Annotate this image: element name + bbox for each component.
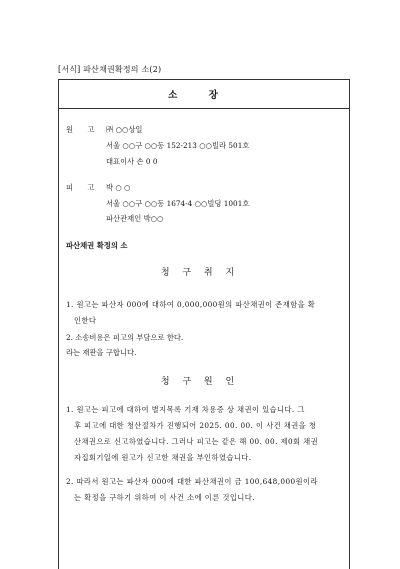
document-title: 소 장 bbox=[168, 90, 232, 101]
claim-item-2: 2. 소송비용은 피고의 부담으로 한다. bbox=[66, 333, 184, 342]
claims-heading: 청 구 취 지 bbox=[160, 268, 240, 278]
grounds-p1-line-1: 1. 원고는 피고에 대하여 별지목록 기재 차용증 상 채권이 있습니다. 그 bbox=[66, 405, 305, 414]
claims-closing: 라는 재판을 구합니다. bbox=[66, 348, 137, 357]
plaintiff-name: ㈜ ○○상일 bbox=[106, 125, 143, 134]
form-header-label: [서식] 파산채권확정의 소(2) bbox=[58, 65, 162, 74]
plaintiff-label: 원 고 bbox=[66, 125, 101, 134]
grounds-paragraph-2 bbox=[66, 474, 342, 506]
case-title: 파산채권 확정의 소 bbox=[66, 241, 128, 250]
grounds-p2-line-1: 2. 따라서 원고는 파산자 000에 대한 파산채권이 금 100,648,000원이라 bbox=[66, 477, 318, 486]
claim-item-1 bbox=[66, 297, 342, 329]
plaintiff-address: 서울 ○○구 ○○동 152-213 ○○빌라 501호 bbox=[106, 141, 250, 150]
grounds-p1-line-2: 후 피고에 대한 청산절차가 진행되어 2025. 00. 00. 이 사건 채권을 청 bbox=[74, 421, 317, 430]
grounds-p1-line-3: 산채권으로 신고하였습니다. 그러나 피고는 같은 해 00. 00. 제0회 채권 bbox=[74, 437, 319, 446]
claim-item-1-line-2: 인한다 bbox=[74, 316, 97, 325]
grounds-heading: 청 구 원 인 bbox=[160, 377, 240, 387]
defendant-address: 서울 ○○구 ○○동 1674-4 ○○빌딩 1001호 bbox=[106, 199, 250, 208]
defendant-label: 피 고 bbox=[66, 183, 101, 192]
grounds-p1-line-4: 자집회기일에 원고가 신고한 채권을 부인하였습니다. bbox=[74, 453, 252, 462]
grounds-paragraph-1 bbox=[66, 402, 342, 466]
plaintiff-representative: 대표이사 손 0 0 bbox=[106, 157, 158, 166]
defendant-name: 박 ○ ○ bbox=[106, 183, 131, 192]
defendant-representative: 파산관재인 박○○ bbox=[106, 214, 164, 223]
claim-item-1-line-1: 1. 원고는 파산자 000에 대하여 0,000,000원의 파산채권이 존재함을 확 bbox=[66, 300, 316, 309]
grounds-p2-line-2: 는 확정을 구하기 위하여 이 사건 소에 이른 것입니다. bbox=[74, 493, 255, 502]
title-divider bbox=[59, 108, 349, 109]
